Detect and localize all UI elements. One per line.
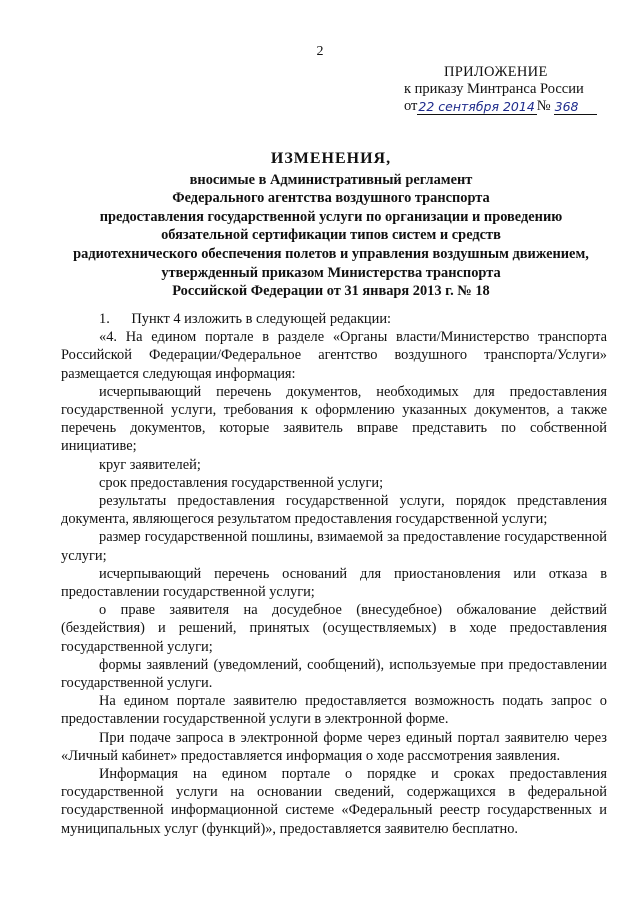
paragraph-item-1: 1. Пункт 4 изложить в следующей редакции: — [99, 311, 392, 327]
heading-line: обязательной сертификации типов систем и средств — [161, 227, 501, 244]
appendix-block — [404, 64, 624, 115]
document-body — [61, 310, 607, 838]
paragraph: круг заявителей; — [99, 456, 201, 473]
paragraph: исчерпывающий перечень оснований для приостановления или отказа в предоставлении государственной услуги; — [61, 565, 607, 601]
paragraph: формы заявлений (уведомлений, сообщений), используемые при предоставлении государственной услуги. — [61, 656, 607, 692]
handwritten-number: 368 — [554, 100, 597, 115]
paragraph: При подаче запроса в электронной форме через единый портал заявителю через «Личный кабинет» предоставляется информация о ходе рассмотрения заявления. — [61, 729, 607, 764]
paragraph: размер государственной пошлины, взимаемой за предоставление государственной услуги; — [61, 529, 607, 564]
paragraph: исчерпывающий перечень документов, необходимых для предоставления государственной услуги, требования к оформлению указанных документов, а также перечень документов, которые заявитель вправе представить по собственной инициативе; — [61, 383, 607, 455]
page-number: 2 — [316, 44, 324, 59]
paragraph: На едином портале заявителю предоставляется возможность подать запрос о предоставлении государственной услуги в электронной форме. — [61, 693, 607, 728]
paragraph: результаты предоставления государственной услуги, порядок представления документа, являющегося результатом предоставления государственной услуги; — [61, 493, 607, 528]
appendix-number-prefix: № — [536, 98, 551, 114]
paragraph: срок предоставления государственной услуги; — [99, 474, 384, 491]
heading-title: ИЗМЕНЕНИЯ, — [270, 150, 392, 167]
paragraph: «4. На едином портале в разделе «Органы власти/Министерство транспорта Российской Федерации/Федеральное агентство воздушного транспорта/Услуги» размещается следующая информация: — [61, 329, 607, 382]
heading-line: утвержденный приказом Министерства транспорта — [161, 264, 501, 281]
heading-line: Российской Федерации от 31 января 2013 г. № 18 — [172, 283, 490, 300]
appendix-from-prefix: от — [404, 98, 418, 114]
heading-line: предоставления государственной услуги по организации и проведению — [99, 208, 563, 225]
heading-line: вносимые в Административный регламент — [189, 171, 473, 188]
heading-line: Федерального агентства воздушного транспорта — [172, 190, 490, 207]
appendix-order-reference: к приказу Минтранса России — [404, 81, 584, 97]
appendix-title: ПРИЛОЖЕНИЕ — [444, 64, 548, 80]
appendix-order-date-number — [404, 98, 624, 115]
paragraph: о праве заявителя на досудебное (внесудебное) обжалование действий (бездействия) и решений, принятых (осуществляемых) в ходе предоставления государственной услуги; — [61, 602, 607, 655]
paragraph: Информация на едином портале о порядке и сроках предоставления государственной услуги на основании сведений, содержащихся в федеральной государственной информационной системе «Федеральный реестр государственных и муниципальных услуг (функций)», предоставляется заявителю бесплатно. — [61, 766, 607, 837]
heading-line: радиотехнического обеспечения полетов и управления воздушным движением, — [73, 245, 589, 262]
handwritten-date: 22 сентября 2014 — [418, 99, 535, 114]
document-heading — [40, 150, 622, 301]
